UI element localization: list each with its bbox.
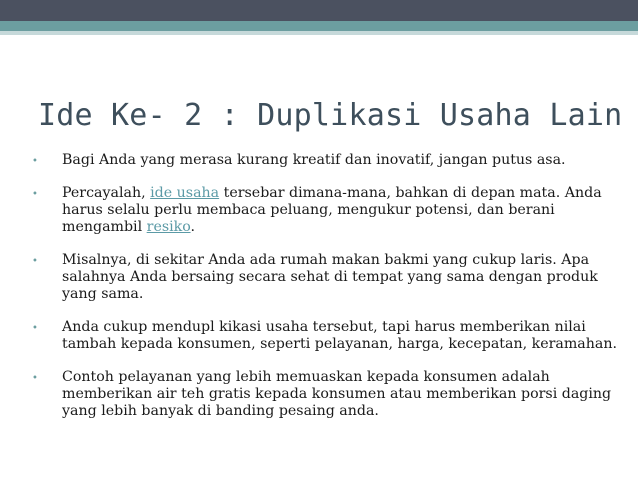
bullet-item bbox=[32, 185, 617, 236]
header-teal-band bbox=[0, 21, 638, 31]
header-dark-band bbox=[0, 0, 638, 21]
bullet-icon: • bbox=[32, 323, 38, 334]
bullet-icon: • bbox=[32, 156, 38, 167]
bullet-text: Bagi Anda yang merasa kurang kreatif dan inovatif, jangan putus asa. bbox=[62, 152, 566, 168]
resiko-link[interactable]: resiko bbox=[146, 219, 191, 235]
bullet-text-start: Percayalah, bbox=[62, 185, 151, 201]
bullet-icon: • bbox=[32, 189, 38, 200]
bullet-icon: • bbox=[32, 256, 38, 267]
bullet-item bbox=[32, 369, 617, 420]
bullet-icon: • bbox=[32, 373, 38, 384]
slide-title: Ide Ke- 2 : Duplikasi Usaha Lain bbox=[38, 98, 623, 133]
bullet-item bbox=[32, 252, 617, 303]
bullet-text-end: . bbox=[190, 219, 196, 235]
bullet-text: Contoh pelayanan yang lebih memuaskan kepada konsumen adalah memberikan air teh gratis kepada konsumen atau memberikan porsi daging yang lebih banyak di banding pesaing anda. bbox=[62, 369, 612, 419]
header-light-band bbox=[0, 31, 638, 35]
bullet-item bbox=[32, 319, 617, 353]
ide-usaha-link[interactable]: ide usaha bbox=[150, 185, 220, 201]
bullet-text-middle: tersebar dimana-mana, bahkan di depan mata. Anda harus selalu perlu membaca peluang, mengukur potensi, dan berani mengambil bbox=[62, 185, 602, 235]
bullet-list bbox=[32, 152, 617, 436]
bullet-text: Anda cukup mendupl kikasi usaha tersebut, tapi harus memberikan nilai tambah kepada konsumen, seperti pelayanan, harga, kecepatan, keramahan. bbox=[62, 319, 617, 352]
bullet-text: Misalnya, di sekitar Anda ada rumah makan bakmi yang cukup laris. Apa salahnya Anda bersaing secara sehat di tempat yang sama dengan produk yang sama. bbox=[62, 252, 598, 302]
bullet-item bbox=[32, 152, 617, 169]
